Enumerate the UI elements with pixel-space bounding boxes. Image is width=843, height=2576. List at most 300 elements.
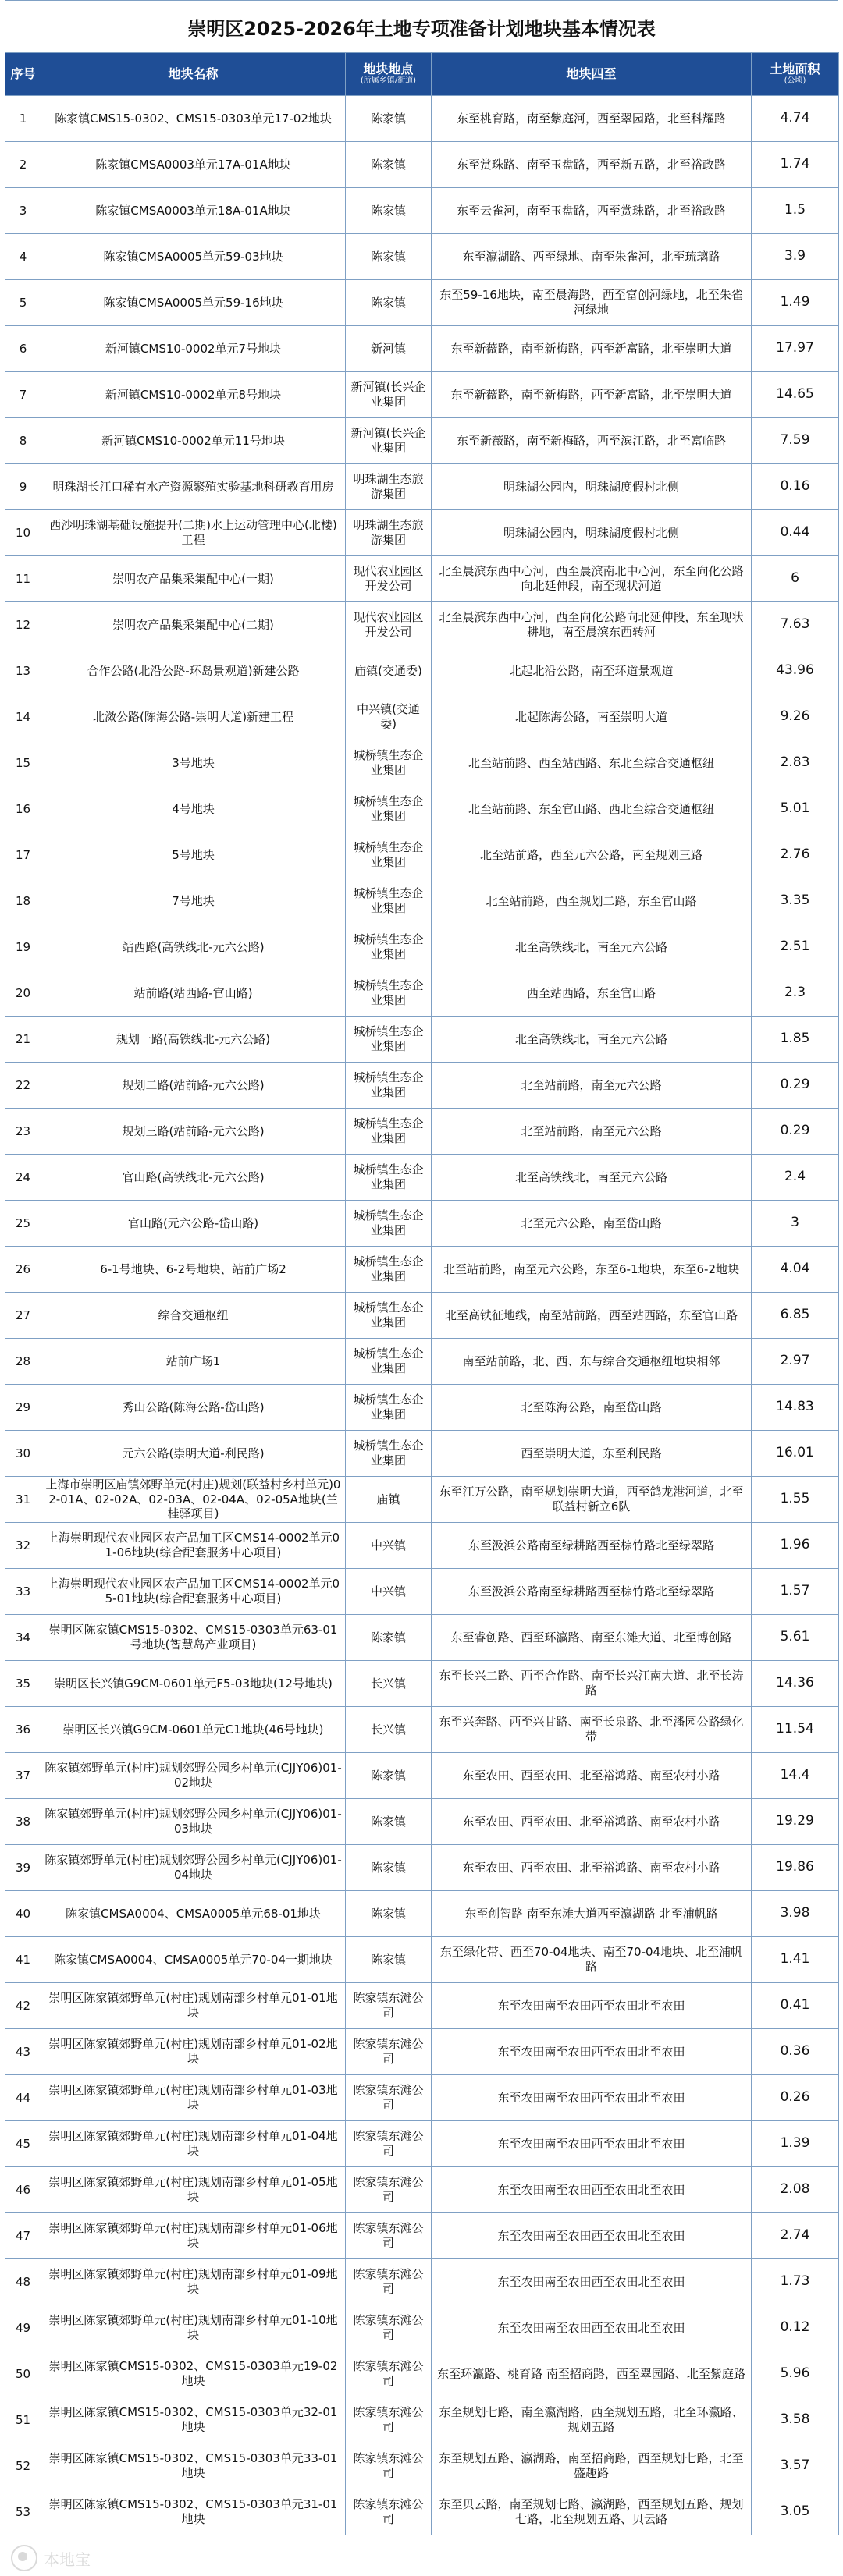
cell-location: 城桥镇生态企业集团 <box>346 1109 432 1155</box>
cell-area: 17.97 <box>752 326 839 372</box>
cell-location: 陈家镇 <box>346 1799 432 1845</box>
cell-area: 43.96 <box>752 648 839 694</box>
cell-boundary: 东至瀛湖路、西至绿地、南至朱雀河，北至琉璃路 <box>432 234 752 280</box>
cell-area: 0.41 <box>752 1983 839 2029</box>
table-row <box>5 1615 839 1661</box>
table-row <box>5 786 839 832</box>
cell-name: 新河镇CMS10-0002单元8号地块 <box>41 372 346 418</box>
cell-name: 崇明区陈家镇郊野单元(村庄)规划南部乡村单元01-02地块 <box>41 2029 346 2075</box>
table-row <box>5 1937 839 1983</box>
cell-seq: 13 <box>5 648 41 694</box>
cell-location: 陈家镇 <box>346 1615 432 1661</box>
cell-name: 陈家镇CMSA0004、CMSA0005单元70-04一期地块 <box>41 1937 346 1983</box>
table-row <box>5 1431 839 1477</box>
cell-seq: 44 <box>5 2075 41 2121</box>
cell-name: 陈家镇CMSA0003单元17A-01A地块 <box>41 142 346 188</box>
cell-seq: 8 <box>5 418 41 464</box>
table-row <box>5 1477 839 1523</box>
cell-name: 4号地块 <box>41 786 346 832</box>
cell-area: 14.36 <box>752 1661 839 1707</box>
cell-area: 1.5 <box>752 188 839 234</box>
cell-boundary: 东至规划七路，南至瀛湖路，西至规划五路，北至环瀛路、规划五路 <box>432 2397 752 2443</box>
cell-location: 城桥镇生态企业集团 <box>346 832 432 878</box>
cell-location: 陈家镇 <box>346 234 432 280</box>
cell-area: 6.85 <box>752 1293 839 1339</box>
header-area <box>752 53 839 96</box>
cell-location: 中兴镇 <box>346 1569 432 1615</box>
cell-boundary: 北至晨滨东西中心河，西至晨滨南北中心河，东至向化公路向北延伸段，南至现状河道 <box>432 556 752 602</box>
cell-boundary: 东至农田南至农田西至农田北至农田 <box>432 2029 752 2075</box>
cell-area: 14.4 <box>752 1753 839 1799</box>
cell-name: 陈家镇CMS15-0302、CMS15-0303单元17-02地块 <box>41 96 346 142</box>
cell-seq: 51 <box>5 2397 41 2443</box>
cell-seq: 22 <box>5 1063 41 1109</box>
cell-location: 陈家镇东滩公司 <box>346 2167 432 2213</box>
cell-boundary: 北至站前路，西至元六公路，南至规划三路 <box>432 832 752 878</box>
cell-name: 明珠湖长江口稀有水产资源繁殖实验基地科研教育用房 <box>41 464 346 510</box>
table-row <box>5 1109 839 1155</box>
cell-seq: 37 <box>5 1753 41 1799</box>
table-body <box>5 96 839 2535</box>
watermark <box>11 2545 91 2571</box>
cell-seq: 29 <box>5 1385 41 1431</box>
cell-seq: 48 <box>5 2259 41 2305</box>
cell-seq: 41 <box>5 1937 41 1983</box>
cell-location: 中兴镇(交通委) <box>346 694 432 740</box>
table-row <box>5 1799 839 1845</box>
table-row <box>5 2259 839 2305</box>
cell-area: 5.61 <box>752 1615 839 1661</box>
cell-seq: 33 <box>5 1569 41 1615</box>
cell-name: 崇明区陈家镇CMS15-0302、CMS15-0303单元33-01地块 <box>41 2443 346 2489</box>
cell-name: 崇明区陈家镇CMS15-0302、CMS15-0303单元19-02地块 <box>41 2351 346 2397</box>
cell-area: 11.54 <box>752 1707 839 1753</box>
cell-seq: 19 <box>5 924 41 970</box>
table-row <box>5 1385 839 1431</box>
cell-location: 明珠湖生态旅游集团 <box>346 464 432 510</box>
header-row <box>5 53 839 96</box>
cell-location: 新河镇(长兴企业集团 <box>346 372 432 418</box>
cell-boundary: 东至汲浜公路南至绿耕路西至棕竹路北至绿翠路 <box>432 1569 752 1615</box>
table-row <box>5 2167 839 2213</box>
header-seq: 序号 <box>5 53 41 96</box>
table-row <box>5 1247 839 1293</box>
cell-location: 城桥镇生态企业集团 <box>346 1155 432 1201</box>
cell-name: 崇明区陈家镇郊野单元(村庄)规划南部乡村单元01-06地块 <box>41 2213 346 2259</box>
header-area-unit: (公顷) <box>784 76 806 86</box>
cell-area: 4.04 <box>752 1247 839 1293</box>
cell-seq: 42 <box>5 1983 41 2029</box>
header-name: 地块名称 <box>41 53 346 96</box>
cell-area: 1.73 <box>752 2259 839 2305</box>
cell-area: 0.12 <box>752 2305 839 2351</box>
cell-area: 3.05 <box>752 2489 839 2535</box>
cell-area: 3.9 <box>752 234 839 280</box>
cell-area: 1.39 <box>752 2121 839 2167</box>
table-row <box>5 1661 839 1707</box>
cell-area: 0.16 <box>752 464 839 510</box>
cell-location: 陈家镇 <box>346 188 432 234</box>
cell-location: 城桥镇生态企业集团 <box>346 1063 432 1109</box>
cell-name: 崇明农产品集采集配中心(一期) <box>41 556 346 602</box>
table-row <box>5 280 839 326</box>
cell-boundary: 明珠湖公园内，明珠湖度假村北侧 <box>432 510 752 556</box>
cell-location: 陈家镇 <box>346 1891 432 1937</box>
cell-seq: 25 <box>5 1201 41 1247</box>
table-row <box>5 2121 839 2167</box>
cell-boundary: 东至长兴二路、西至合作路、南至长兴江南大道、北至长涛路 <box>432 1661 752 1707</box>
cell-name: 元六公路(崇明大道-利民路) <box>41 1431 346 1477</box>
cell-area: 1.57 <box>752 1569 839 1615</box>
cell-location: 陈家镇 <box>346 142 432 188</box>
cell-area: 3.35 <box>752 878 839 924</box>
cell-name: 陈家镇郊野单元(村庄)规划郊野公园乡村单元(CJJY06)01-04地块 <box>41 1845 346 1891</box>
cell-seq: 45 <box>5 2121 41 2167</box>
cell-boundary: 东至汲浜公路南至绿耕路西至棕竹路北至绿翠路 <box>432 1523 752 1569</box>
cell-seq: 28 <box>5 1339 41 1385</box>
cell-area: 2.4 <box>752 1155 839 1201</box>
cell-boundary: 北至站前路，南至元六公路，东至6-1地块，东至6-2地块 <box>432 1247 752 1293</box>
cell-boundary: 东至农田、西至农田、北至裕鸿路、南至农村小路 <box>432 1799 752 1845</box>
cell-area: 0.29 <box>752 1109 839 1155</box>
cell-seq: 11 <box>5 556 41 602</box>
cell-boundary: 东至新薇路，南至新梅路，西至新富路，北至崇明大道 <box>432 326 752 372</box>
cell-boundary: 东至赏珠路、南至玉盘路，西至新五路，北至裕政路 <box>432 142 752 188</box>
cell-name: 上海市崇明区庙镇郊野单元(村庄)规划(联益村乡村单元)02-01A、02-02A、02-03A、02-04A、02-05A地块(兰桂驿项目) <box>41 1477 346 1523</box>
cell-area: 9.26 <box>752 694 839 740</box>
cell-location: 城桥镇生态企业集团 <box>346 1431 432 1477</box>
land-plot-table <box>5 52 839 2535</box>
cell-boundary: 北至元六公路，南至岱山路 <box>432 1201 752 1247</box>
cell-boundary: 北至高铁线北，南至元六公路 <box>432 1155 752 1201</box>
cell-seq: 47 <box>5 2213 41 2259</box>
cell-location: 陈家镇 <box>346 96 432 142</box>
header-area-label: 土地面积 <box>770 62 820 77</box>
cell-area: 19.86 <box>752 1845 839 1891</box>
cell-boundary: 东至农田南至农田西至农田北至农田 <box>432 2305 752 2351</box>
cell-area: 3.57 <box>752 2443 839 2489</box>
cell-seq: 20 <box>5 970 41 1017</box>
table-row <box>5 1017 839 1063</box>
cell-location: 陈家镇东滩公司 <box>346 2259 432 2305</box>
cell-seq: 12 <box>5 602 41 648</box>
cell-boundary: 东至江万公路，南至规划崇明大道，西至鸽龙港河道，北至联益村新立6队 <box>432 1477 752 1523</box>
cell-location: 城桥镇生态企业集团 <box>346 786 432 832</box>
cell-location: 陈家镇东滩公司 <box>346 2213 432 2259</box>
table-row <box>5 648 839 694</box>
cell-boundary: 西至站西路，东至官山路 <box>432 970 752 1017</box>
cell-location: 城桥镇生态企业集团 <box>346 1293 432 1339</box>
cell-seq: 3 <box>5 188 41 234</box>
cell-area: 7.59 <box>752 418 839 464</box>
cell-boundary: 东至绿化带、西至70-04地块、南至70-04地块、北至浦帆路 <box>432 1937 752 1983</box>
cell-location: 新河镇 <box>346 326 432 372</box>
cell-name: 3号地块 <box>41 740 346 786</box>
cell-name: 合作公路(北沿公路-环岛景观道)新建公路 <box>41 648 346 694</box>
cell-seq: 14 <box>5 694 41 740</box>
table-row <box>5 694 839 740</box>
cell-area: 0.26 <box>752 2075 839 2121</box>
cell-location: 城桥镇生态企业集团 <box>346 878 432 924</box>
cell-name: 崇明区陈家镇CMS15-0302、CMS15-0303单元31-01地块 <box>41 2489 346 2535</box>
table-row <box>5 1845 839 1891</box>
cell-name: 崇明区陈家镇CMS15-0302、CMS15-0303单元63-01号地块(智慧岛产业项目) <box>41 1615 346 1661</box>
cell-boundary: 东至农田南至农田西至农田北至农田 <box>432 2075 752 2121</box>
cell-location: 陈家镇 <box>346 1845 432 1891</box>
cell-seq: 26 <box>5 1247 41 1293</box>
cell-location: 陈家镇东滩公司 <box>346 2305 432 2351</box>
table-title: 崇明区2025-2026年土地专项准备计划地块基本情况表 <box>5 0 838 52</box>
cell-boundary: 东至农田、西至农田、北至裕鸿路、南至农村小路 <box>432 1845 752 1891</box>
cell-seq: 4 <box>5 234 41 280</box>
cell-boundary: 南至站前路，北、西、东与综合交通枢纽地块相邻 <box>432 1339 752 1385</box>
table-row <box>5 510 839 556</box>
table-row <box>5 2213 839 2259</box>
cell-area: 1.85 <box>752 1017 839 1063</box>
cell-location: 陈家镇东滩公司 <box>346 2397 432 2443</box>
table-row <box>5 1891 839 1937</box>
cell-seq: 34 <box>5 1615 41 1661</box>
table-row <box>5 832 839 878</box>
cell-name: 崇明区陈家镇郊野单元(村庄)规划南部乡村单元01-01地块 <box>41 1983 346 2029</box>
cell-boundary: 明珠湖公园内，明珠湖度假村北侧 <box>432 464 752 510</box>
table-row <box>5 2305 839 2351</box>
cell-area: 0.44 <box>752 510 839 556</box>
cell-seq: 7 <box>5 372 41 418</box>
header-location <box>346 53 432 96</box>
cell-name: 新河镇CMS10-0002单元7号地块 <box>41 326 346 372</box>
cell-location: 现代农业园区开发公司 <box>346 602 432 648</box>
cell-location: 陈家镇 <box>346 1937 432 1983</box>
cell-name: 5号地块 <box>41 832 346 878</box>
cell-boundary: 北至站前路，南至元六公路 <box>432 1109 752 1155</box>
cell-boundary: 东至规划五路、瀛湖路，南至招商路，西至规划七路，北至盛趣路 <box>432 2443 752 2489</box>
cell-area: 1.96 <box>752 1523 839 1569</box>
header-location-sub: (所属乡镇/街道) <box>360 76 417 86</box>
cell-name: 规划一路(高铁线北-元六公路) <box>41 1017 346 1063</box>
cell-boundary: 东至新薇路，南至新梅路，西至滨江路，北至富临路 <box>432 418 752 464</box>
cell-name: 崇明区陈家镇郊野单元(村庄)规划南部乡村单元01-10地块 <box>41 2305 346 2351</box>
table-row <box>5 96 839 142</box>
table-row <box>5 142 839 188</box>
cell-boundary: 北至高铁征地线，南至站前路，西至站西路，东至官山路 <box>432 1293 752 1339</box>
cell-name: 7号地块 <box>41 878 346 924</box>
cell-location: 城桥镇生态企业集团 <box>346 1201 432 1247</box>
cell-boundary: 东至贝云路，南至规划七路、瀛湖路，西至规划五路、规划七路，北至规划五路、贝云路 <box>432 2489 752 2535</box>
cell-name: 站前广场1 <box>41 1339 346 1385</box>
cell-seq: 18 <box>5 878 41 924</box>
cell-area: 2.97 <box>752 1339 839 1385</box>
cell-boundary: 西至崇明大道，东至利民路 <box>432 1431 752 1477</box>
table-row <box>5 2075 839 2121</box>
cell-name: 崇明区长兴镇G9CM-0601单元C1地块(46号地块) <box>41 1707 346 1753</box>
cell-location: 城桥镇生态企业集团 <box>346 740 432 786</box>
cell-boundary: 北至站前路、东至官山路、西北至综合交通枢纽 <box>432 786 752 832</box>
cell-area: 16.01 <box>752 1431 839 1477</box>
cell-location: 城桥镇生态企业集团 <box>346 924 432 970</box>
cell-location: 长兴镇 <box>346 1661 432 1707</box>
table-row <box>5 1063 839 1109</box>
cell-seq: 31 <box>5 1477 41 1523</box>
table-row <box>5 326 839 372</box>
cell-seq: 5 <box>5 280 41 326</box>
cell-seq: 53 <box>5 2489 41 2535</box>
cell-name: 6-1号地块、6-2号地块、站前广场2 <box>41 1247 346 1293</box>
cell-name: 陈家镇郊野单元(村庄)规划郊野公园乡村单元(CJJY06)01-03地块 <box>41 1799 346 1845</box>
cell-seq: 16 <box>5 786 41 832</box>
cell-area: 3.58 <box>752 2397 839 2443</box>
cell-boundary: 北至高铁线北，南至元六公路 <box>432 1017 752 1063</box>
cell-location: 中兴镇 <box>346 1523 432 1569</box>
cell-seq: 49 <box>5 2305 41 2351</box>
cell-boundary: 东至农田南至农田西至农田北至农田 <box>432 2213 752 2259</box>
cell-boundary: 北至高铁线北，南至元六公路 <box>432 924 752 970</box>
table-row <box>5 2029 839 2075</box>
table-row <box>5 1339 839 1385</box>
table-row <box>5 1293 839 1339</box>
cell-seq: 1 <box>5 96 41 142</box>
cell-location: 陈家镇 <box>346 1753 432 1799</box>
cell-area: 2.3 <box>752 970 839 1017</box>
cell-area: 1.74 <box>752 142 839 188</box>
cell-area: 3 <box>752 1201 839 1247</box>
cell-boundary: 东至农田南至农田西至农田北至农田 <box>432 2167 752 2213</box>
cell-name: 综合交通枢纽 <box>41 1293 346 1339</box>
cell-area: 3.98 <box>752 1891 839 1937</box>
table-row <box>5 602 839 648</box>
cell-area: 1.41 <box>752 1937 839 1983</box>
cell-boundary: 东至环瀛路、桃育路 南至招商路，西至翠园路、北至紫庭路 <box>432 2351 752 2397</box>
cell-seq: 10 <box>5 510 41 556</box>
cell-location: 城桥镇生态企业集团 <box>346 1247 432 1293</box>
table-row <box>5 1983 839 2029</box>
table-row <box>5 372 839 418</box>
cell-boundary: 东至云雀河，南至玉盘路，西至赏珠路，北至裕政路 <box>432 188 752 234</box>
cell-location: 庙镇(交通委) <box>346 648 432 694</box>
cell-name: 上海崇明现代农业园区农产品加工区CMS14-0002单元01-06地块(综合配套服务中心项目) <box>41 1523 346 1569</box>
cell-location: 陈家镇东滩公司 <box>346 2443 432 2489</box>
table-row <box>5 464 839 510</box>
cell-seq: 9 <box>5 464 41 510</box>
table-row <box>5 234 839 280</box>
table-row <box>5 924 839 970</box>
cell-name: 规划二路(站前路-元六公路) <box>41 1063 346 1109</box>
cell-seq: 46 <box>5 2167 41 2213</box>
cell-location: 明珠湖生态旅游集团 <box>346 510 432 556</box>
cell-area: 2.74 <box>752 2213 839 2259</box>
cell-location: 长兴镇 <box>346 1707 432 1753</box>
cell-seq: 40 <box>5 1891 41 1937</box>
cell-boundary: 东至农田南至农田西至农田北至农田 <box>432 2259 752 2305</box>
cell-seq: 36 <box>5 1707 41 1753</box>
cell-seq: 23 <box>5 1109 41 1155</box>
cell-boundary: 东至桃育路，南至紫庭河，西至翠园路，北至科耀路 <box>432 96 752 142</box>
cell-name: 陈家镇CMSA0003单元18A-01A地块 <box>41 188 346 234</box>
cell-name: 崇明区长兴镇G9CM-0601单元F5-03地块(12号地块) <box>41 1661 346 1707</box>
cell-location: 陈家镇东滩公司 <box>346 2351 432 2397</box>
header-boundary: 地块四至 <box>432 53 752 96</box>
cell-boundary: 北至站前路、西至站西路、东北至综合交通枢纽 <box>432 740 752 786</box>
cell-name: 崇明区陈家镇郊野单元(村庄)规划南部乡村单元01-03地块 <box>41 2075 346 2121</box>
cell-boundary: 北至站前路，南至元六公路 <box>432 1063 752 1109</box>
cell-name: 崇明区陈家镇CMS15-0302、CMS15-0303单元32-01地块 <box>41 2397 346 2443</box>
cell-area: 1.55 <box>752 1477 839 1523</box>
cell-seq: 32 <box>5 1523 41 1569</box>
cell-seq: 17 <box>5 832 41 878</box>
cell-seq: 50 <box>5 2351 41 2397</box>
cell-location: 庙镇 <box>346 1477 432 1523</box>
table-row <box>5 2443 839 2489</box>
cell-location: 陈家镇东滩公司 <box>346 1983 432 2029</box>
cell-location: 新河镇(长兴企业集团 <box>346 418 432 464</box>
cell-area: 4.74 <box>752 96 839 142</box>
cell-name: 站前路(站西路-官山路) <box>41 970 346 1017</box>
cell-seq: 39 <box>5 1845 41 1891</box>
watermark-text: 本地宝 <box>44 2549 91 2569</box>
cell-name: 官山路(元六公路-岱山路) <box>41 1201 346 1247</box>
cell-location: 陈家镇东滩公司 <box>346 2029 432 2075</box>
cell-location: 城桥镇生态企业集团 <box>346 1339 432 1385</box>
cell-area: 14.65 <box>752 372 839 418</box>
table-row <box>5 2489 839 2535</box>
cell-area: 0.29 <box>752 1063 839 1109</box>
cell-area: 1.49 <box>752 280 839 326</box>
cell-name: 官山路(高铁线北-元六公路) <box>41 1155 346 1201</box>
cell-area: 5.96 <box>752 2351 839 2397</box>
cell-area: 2.76 <box>752 832 839 878</box>
cell-seq: 27 <box>5 1293 41 1339</box>
cell-seq: 30 <box>5 1431 41 1477</box>
cell-boundary: 东至创智路 南至东滩大道西至瀛湖路 北至浦帆路 <box>432 1891 752 1937</box>
cell-area: 0.36 <box>752 2029 839 2075</box>
table-row <box>5 188 839 234</box>
cell-name: 上海崇明现代农业园区农产品加工区CMS14-0002单元05-01地块(综合配套服务中心项目) <box>41 1569 346 1615</box>
cell-seq: 43 <box>5 2029 41 2075</box>
cell-boundary: 北至晨滨东西中心河，西至向化公路向北延伸段，东至现状耕地，南至晨滨东西转河 <box>432 602 752 648</box>
cell-boundary: 东至农田南至农田西至农田北至农田 <box>432 2121 752 2167</box>
cell-location: 陈家镇 <box>346 280 432 326</box>
cell-location: 城桥镇生态企业集团 <box>346 1385 432 1431</box>
cell-seq: 2 <box>5 142 41 188</box>
table-row <box>5 1753 839 1799</box>
cell-seq: 52 <box>5 2443 41 2489</box>
cell-seq: 6 <box>5 326 41 372</box>
table-row <box>5 2397 839 2443</box>
table-row <box>5 878 839 924</box>
cell-area: 5.01 <box>752 786 839 832</box>
cell-seq: 38 <box>5 1799 41 1845</box>
cell-seq: 21 <box>5 1017 41 1063</box>
cell-location: 陈家镇东滩公司 <box>346 2121 432 2167</box>
cell-area: 2.51 <box>752 924 839 970</box>
table-row <box>5 418 839 464</box>
table-row <box>5 970 839 1017</box>
cell-name: 陈家镇CMSA0005单元59-16地块 <box>41 280 346 326</box>
cell-boundary: 北至陈海公路，南至岱山路 <box>432 1385 752 1431</box>
cell-name: 陈家镇郊野单元(村庄)规划郊野公园乡村单元(CJJY06)01-02地块 <box>41 1753 346 1799</box>
cell-seq: 35 <box>5 1661 41 1707</box>
cell-area: 19.29 <box>752 1799 839 1845</box>
cell-location: 城桥镇生态企业集团 <box>346 1017 432 1063</box>
table-row <box>5 1707 839 1753</box>
cell-boundary: 北起陈海公路，南至崇明大道 <box>432 694 752 740</box>
cell-area: 6 <box>752 556 839 602</box>
cell-location: 陈家镇东滩公司 <box>346 2489 432 2535</box>
cell-location: 城桥镇生态企业集团 <box>346 970 432 1017</box>
table-row <box>5 1569 839 1615</box>
cell-boundary: 东至新薇路，南至新梅路，西至新富路，北至崇明大道 <box>432 372 752 418</box>
cell-name: 崇明区陈家镇郊野单元(村庄)规划南部乡村单元01-04地块 <box>41 2121 346 2167</box>
